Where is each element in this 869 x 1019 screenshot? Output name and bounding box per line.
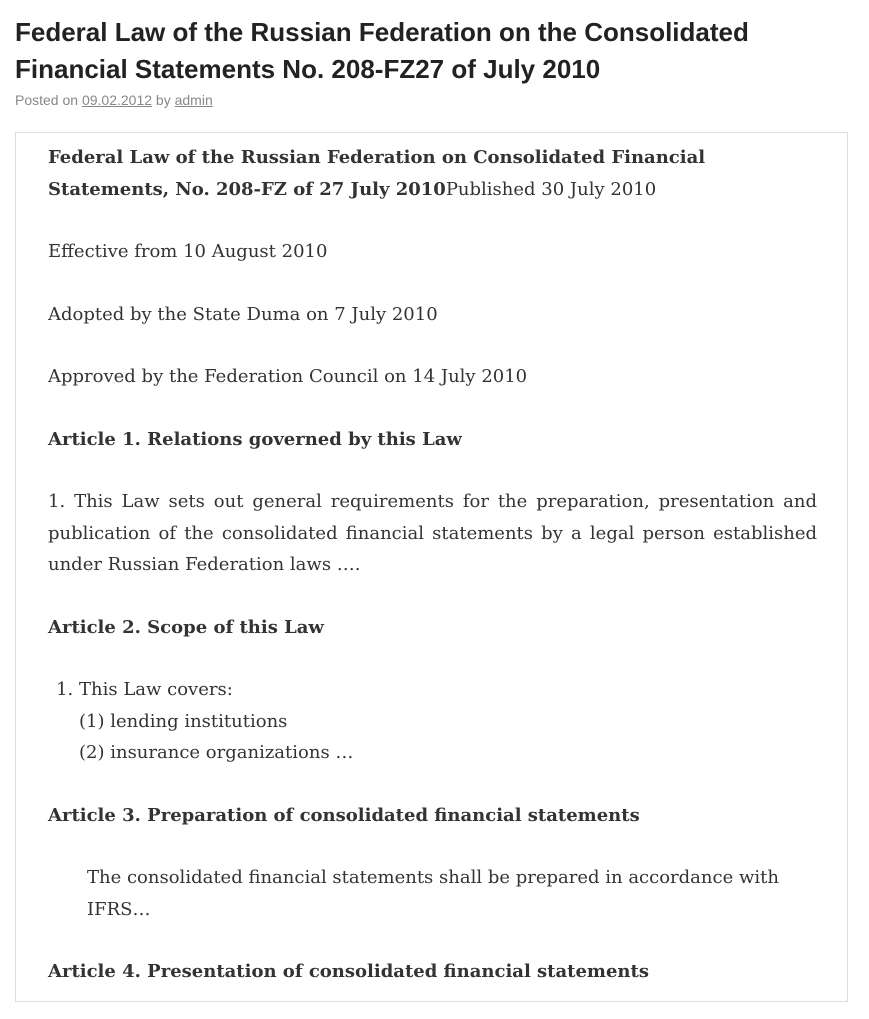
effective-date: Effective from 10 August 2010 [48, 241, 328, 262]
article-4-title: Article 4. Presentation of consolidated financial statements [48, 961, 649, 982]
article-1-text: 1. This Law sets out general requirements for the preparation, presentation and publication of the consolidated financial statements by a legal person established under Russian Federation laws …. [48, 491, 817, 575]
post-meta [15, 92, 213, 108]
published-date: Published 30 July 2010 [445, 178, 657, 200]
scope-item-lending: (1) lending institutions [79, 710, 288, 732]
scope-item-insurance: (2) insurance organizations … [79, 742, 354, 763]
article-1-title: Article 1. Relations governed by this Law [48, 428, 462, 450]
posted-on-label: Posted on [15, 92, 79, 108]
law-heading: Federal Law of the Russian Federation on Consolidated Financial Statements, No. 208-FZ of 27 July 2010 [48, 147, 706, 200]
by-label: by [155, 92, 171, 108]
post-title: Federal Law of the Russian Federation on the Consolidated Financial Statements No. 208-FZ27 of July 2010 [15, 17, 749, 84]
list-item: 1. This Law covers: (1) lending institutions (2) insurance organizations … [79, 674, 817, 769]
author-link[interactable]: admin [174, 92, 213, 108]
approved-date: Approved by the Federation Council on 14 July 2010 [48, 366, 528, 387]
article-3-title: Article 3. Preparation of consolidated financial statements [48, 804, 640, 826]
post-date-link[interactable]: 09.02.2012 [81, 92, 153, 108]
article-2-title: Article 2. Scope of this Law [48, 616, 324, 638]
article-2-list [48, 674, 817, 769]
post-content [48, 142, 817, 1019]
article-3-text: The consolidated financial statements shall be prepared in accordance with IFRS… [87, 867, 779, 920]
adopted-date: Adopted by the State Duma on 7 July 2010 [48, 303, 438, 325]
law-header [48, 142, 817, 205]
